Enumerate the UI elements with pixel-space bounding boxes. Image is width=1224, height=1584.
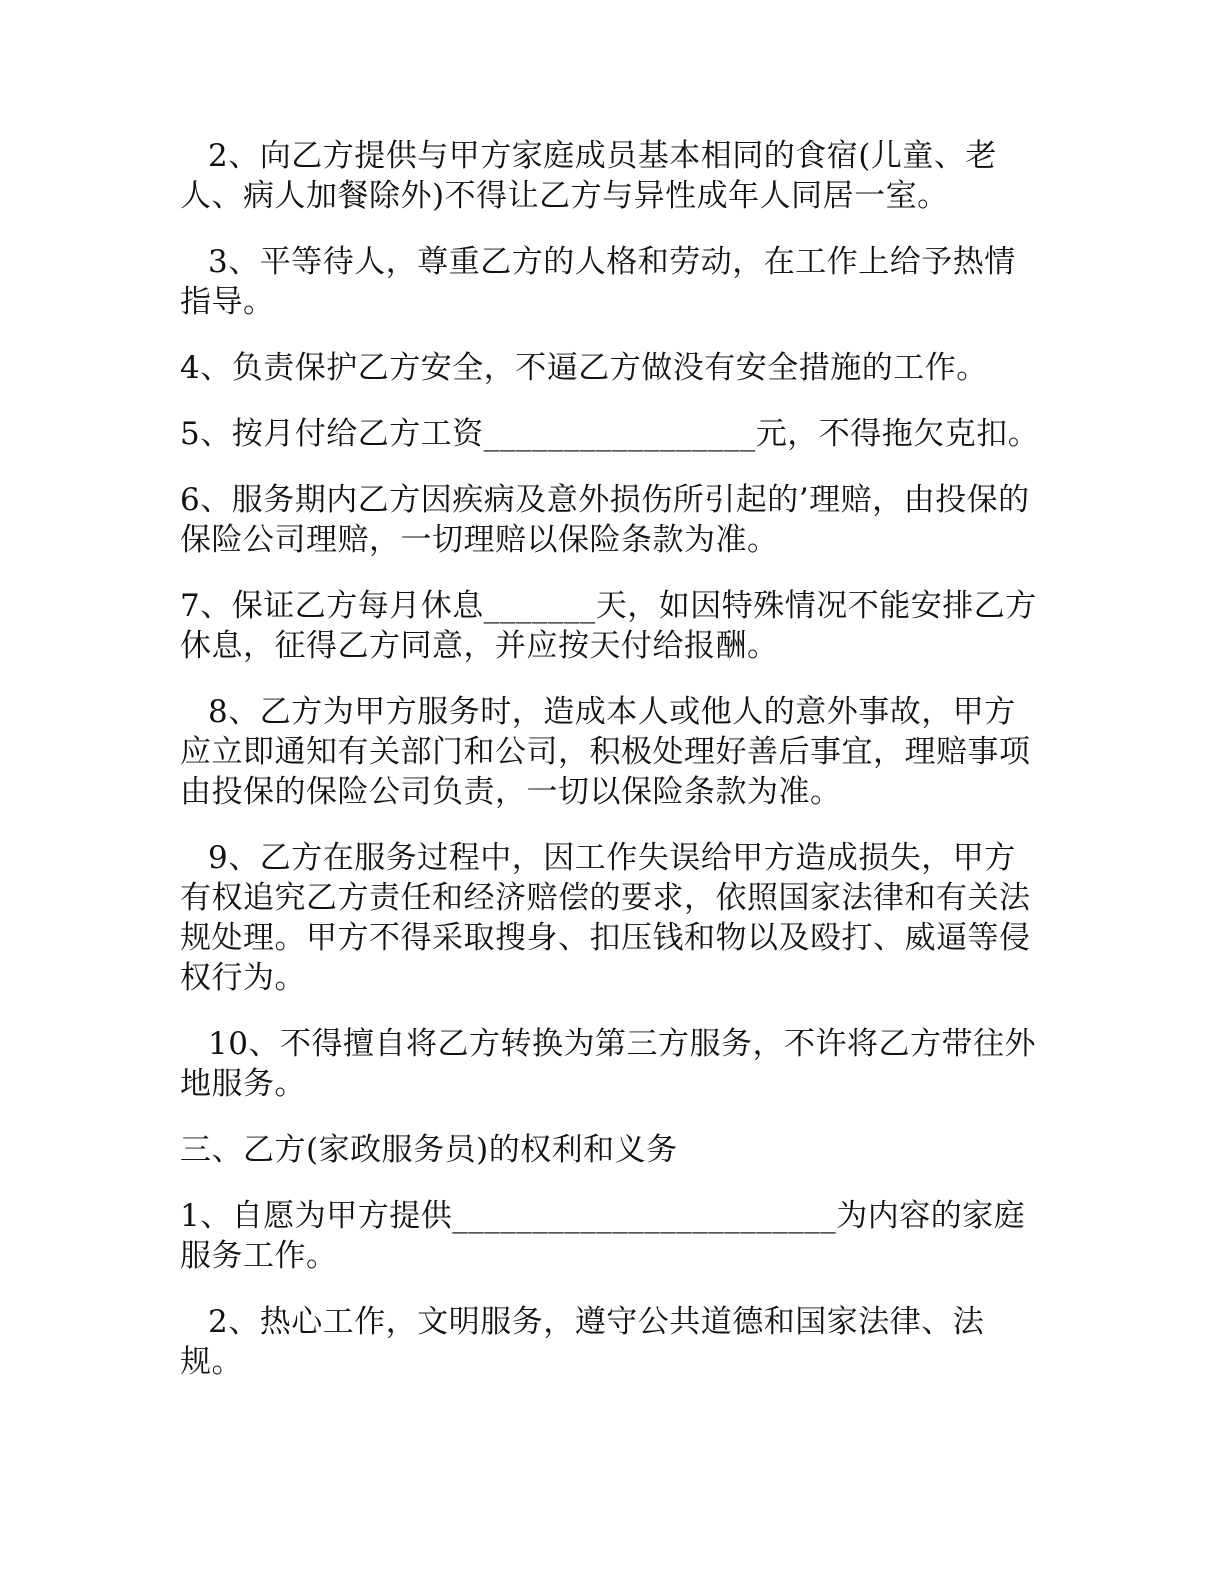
- clause-b2-conduct: 2、热心工作，文明服务，遵守公共道德和国家法律、法规。: [180, 1304, 985, 1380]
- clause-2-meals-lodging: 2、向乙方提供与甲方家庭成员基本相同的食宿(儿童、老人、病人加餐除外)不得让乙方与异性成年人同居一室。: [180, 138, 997, 214]
- clause-9-losses: 9、乙方在服务过程中，因工作失误给甲方造成损失，甲方有权追究乙方责任和经济赔偿的要求，依照国家法律和有关法规处理。甲方不得采取搜身、扣压钱和物以及殴打、威逼等侵权行为。: [180, 840, 1031, 996]
- clause-4-safety: 4、负责保护乙方安全，不逼乙方做没有安全措施的工作。: [180, 350, 988, 386]
- section-heading-party-b: 三、乙方(家政服务员)的权利和义务: [180, 1132, 678, 1168]
- clause-6-insurance: 6、服务期内乙方因疾病及意外损伤所引起的’理赔，由投保的保险公司理赔，一切理赔以保险条款为准。: [180, 482, 1030, 558]
- document-body: [180, 136, 1040, 1408]
- clause-b1-service-content: 1、自愿为甲方提供________________________为内容的家庭服务工作。: [180, 1198, 1026, 1274]
- clause-3-respect: 3、平等待人，尊重乙方的人格和劳动，在工作上给予热情指导。: [180, 244, 1016, 320]
- clause-10-transfer: 10、不得擅自将乙方转换为第三方服务，不许将乙方带往外地服务。: [180, 1026, 1036, 1102]
- clause-5-salary: 5、按月付给乙方工资_________________元，不得拖欠克扣。: [180, 416, 1040, 452]
- clause-7-rest-days: 7、保证乙方每月休息_______天，如因特殊情况不能安排乙方休息，征得乙方同意，并应按天付给报酬。: [180, 588, 1037, 664]
- clause-8-accidents: 8、乙方为甲方服务时，造成本人或他人的意外事故，甲方应立即通知有关部门和公司，积极处理好善后事宜，理赔事项由投保的保险公司负责，一切以保险条款为准。: [180, 694, 1031, 810]
